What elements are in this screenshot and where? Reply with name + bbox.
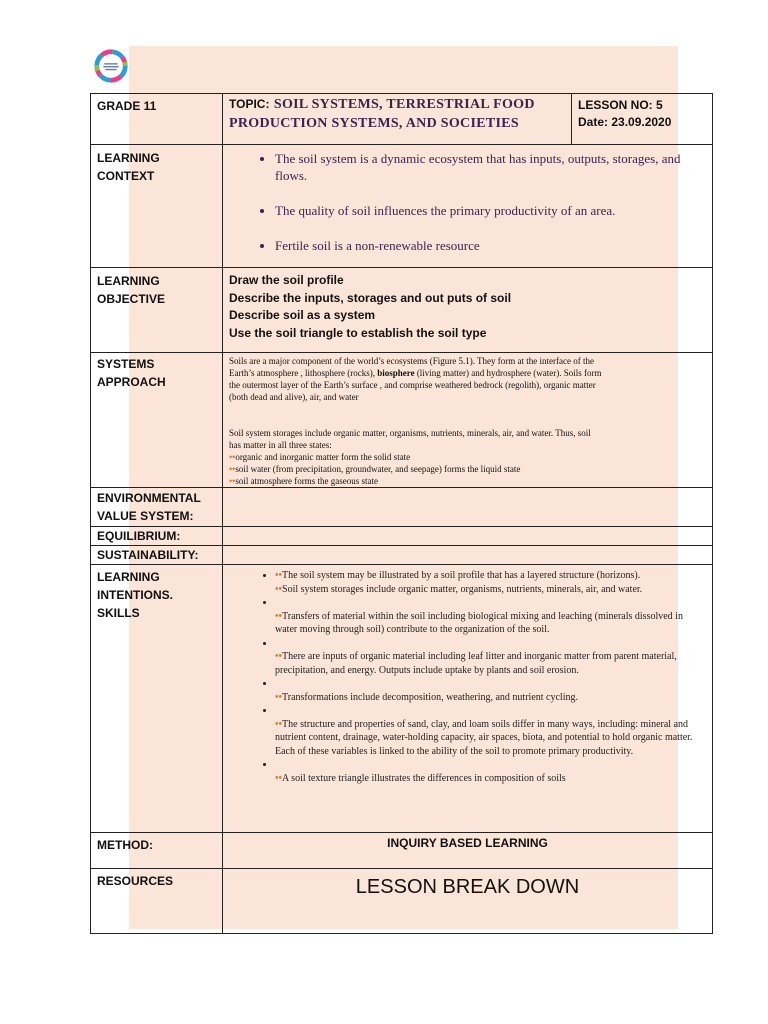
systems-paragraph-line: (both dead and alive), air, and water xyxy=(229,392,359,402)
learning-objective-content xyxy=(223,268,713,353)
skill-text: Transfers of material within the soil including biological mixing and leaching (minerals dissolved in water moving through soil) contribute to the organization of the soil. xyxy=(275,610,683,635)
systems-approach-label: SYSTEMS APPROACH xyxy=(91,353,223,488)
learning-objective-label: LEARNING OBJECTIVE xyxy=(91,268,223,353)
lesson-plan-table xyxy=(90,93,713,934)
systems-approach-content xyxy=(223,353,713,488)
method-row xyxy=(91,833,713,869)
systems-paragraph-line: the outermost layer of the Earth’s surface , and comprise weathered bedrock (regolith), organic matter xyxy=(229,380,596,390)
lesson-number: LESSON NO: 5 xyxy=(578,98,663,112)
method-label: METHOD: xyxy=(91,833,223,869)
bullet-dots-icon: •• xyxy=(229,464,236,474)
learning-context-label: LEARNING CONTEXT xyxy=(91,145,223,268)
bullet-dots-icon: •• xyxy=(275,583,283,595)
systems-paragraph-line: has matter in all three states: xyxy=(229,440,332,450)
state-text: soil atmosphere forms the gaseous state xyxy=(235,476,379,486)
context-item: • Fertile soil is a non-renewable resource xyxy=(275,237,706,254)
objective-item: Use the soil triangle to establish the soil type xyxy=(229,325,487,340)
bullet-dots-icon: •• xyxy=(229,452,236,462)
skill-text: Soil system storages include organic matter, organisms, nutrients, minerals, air, and water. xyxy=(282,583,643,595)
context-item: • The soil system is a dynamic ecosystem that has inputs, outputs, storages, and flows. xyxy=(275,150,706,184)
bullet-dots-icon: •• xyxy=(275,772,283,784)
skill-item xyxy=(275,637,706,678)
skill-item xyxy=(275,596,706,637)
state-item xyxy=(229,475,706,487)
learning-intentions-content xyxy=(223,565,713,833)
bullet-dots-icon: •• xyxy=(275,651,283,662)
bullet-dots-icon: •• xyxy=(275,570,283,581)
skill-text: The soil system may be illustrated by a soil profile that has a layered structure (horizons). xyxy=(282,570,641,581)
skill-text: There are inputs of organic material including leaf litter and inorganic matter from parent material, precipitation, and energy. Outputs include uptake by plants and soil erosion. xyxy=(275,651,677,676)
environmental-value-label: ENVIRONMENTAL VALUE SYSTEM: xyxy=(91,488,223,527)
header-row xyxy=(91,94,713,145)
biosphere-term: biosphere xyxy=(377,368,415,378)
equilibrium-content xyxy=(223,527,713,546)
skill-text: Transformations include decomposition, weathering, and nutrient cycling. xyxy=(282,691,578,703)
skill-item xyxy=(275,758,706,785)
skill-item xyxy=(275,677,706,704)
learning-intentions-row xyxy=(91,565,713,833)
objective-item: Describe soil as a system xyxy=(229,308,376,322)
skill-text: A soil texture triangle illustrates the differences in composition of soils xyxy=(282,772,566,784)
environmental-value-content xyxy=(223,488,713,527)
lesson-date: Date: 23.09.2020 xyxy=(578,115,672,129)
equilibrium-row xyxy=(91,527,713,546)
bullet-dots-icon: •• xyxy=(229,476,236,486)
lesson-cell xyxy=(572,94,713,145)
sustainability-row xyxy=(91,546,713,565)
equilibrium-label: EQUILIBRIUM: xyxy=(91,527,223,546)
systems-paragraph-line xyxy=(229,367,706,379)
sustainability-content xyxy=(223,546,713,565)
state-item xyxy=(229,451,706,463)
bullet-dots-icon: •• xyxy=(275,718,283,730)
skill-text: The structure and properties of sand, clay, and loam soils differ in many ways, including: mineral and nutrient content, drainage, water-holding capacity, air spaces, biota, and potential to hold organic matter. Each of these variables is linked to the ability of the soil to promote primary productivity. xyxy=(275,718,693,757)
learning-context-row xyxy=(91,145,713,268)
systems-paragraph-line: Soil system storages include organic matter, organisms, nutrients, minerals, air, and water. Thus, soil xyxy=(229,428,591,438)
topic-cell xyxy=(223,94,572,145)
state-item xyxy=(229,463,706,475)
skill-item xyxy=(275,569,706,596)
systems-text: Earth’s atmosphere , lithosphere (rocks), xyxy=(229,368,378,378)
topic-prefix: TOPIC: xyxy=(229,97,270,111)
objective-item: Draw the soil profile xyxy=(229,273,344,287)
method-value: INQUIRY BASED LEARNING xyxy=(223,833,713,869)
state-text: soil water (from precipitation, groundwater, and seepage) forms the liquid state xyxy=(235,464,521,474)
school-logo xyxy=(92,47,130,85)
topic-title: SOIL SYSTEMS, TERRESTRIAL FOOD PRODUCTION SYSTEMS, AND SOCIETIES xyxy=(229,97,535,131)
bullet-dots-icon: •• xyxy=(275,610,283,622)
resources-label: RESOURCES xyxy=(91,869,223,934)
skill-item xyxy=(275,704,706,758)
learning-context-content xyxy=(223,145,713,268)
context-item: • The quality of soil influences the primary productivity of an area. xyxy=(275,202,706,219)
systems-approach-row xyxy=(91,353,713,488)
learning-intentions-label: LEARNING INTENTIONS. SKILLS xyxy=(91,565,223,833)
sustainability-label: SUSTAINABILITY: xyxy=(91,546,223,565)
bullet-dots-icon: •• xyxy=(275,691,283,703)
learning-objective-row xyxy=(91,268,713,353)
state-text: organic and inorganic matter form the solid state xyxy=(235,452,411,462)
resources-row xyxy=(91,869,713,934)
environmental-value-row xyxy=(91,488,713,527)
grade-label: GRADE 11 xyxy=(97,99,157,113)
lesson-breakdown-heading: LESSON BREAK DOWN xyxy=(223,869,713,934)
objective-item: Describe the inputs, storages and out puts of soil xyxy=(229,290,512,305)
systems-paragraph-line: Soils are a major component of the world’s ecosystems (Figure 5.1). They form at the interface of the xyxy=(229,356,594,366)
grade-cell xyxy=(91,94,223,145)
systems-text: (living matter) and hydrosphere (water). Soils form xyxy=(414,368,602,378)
